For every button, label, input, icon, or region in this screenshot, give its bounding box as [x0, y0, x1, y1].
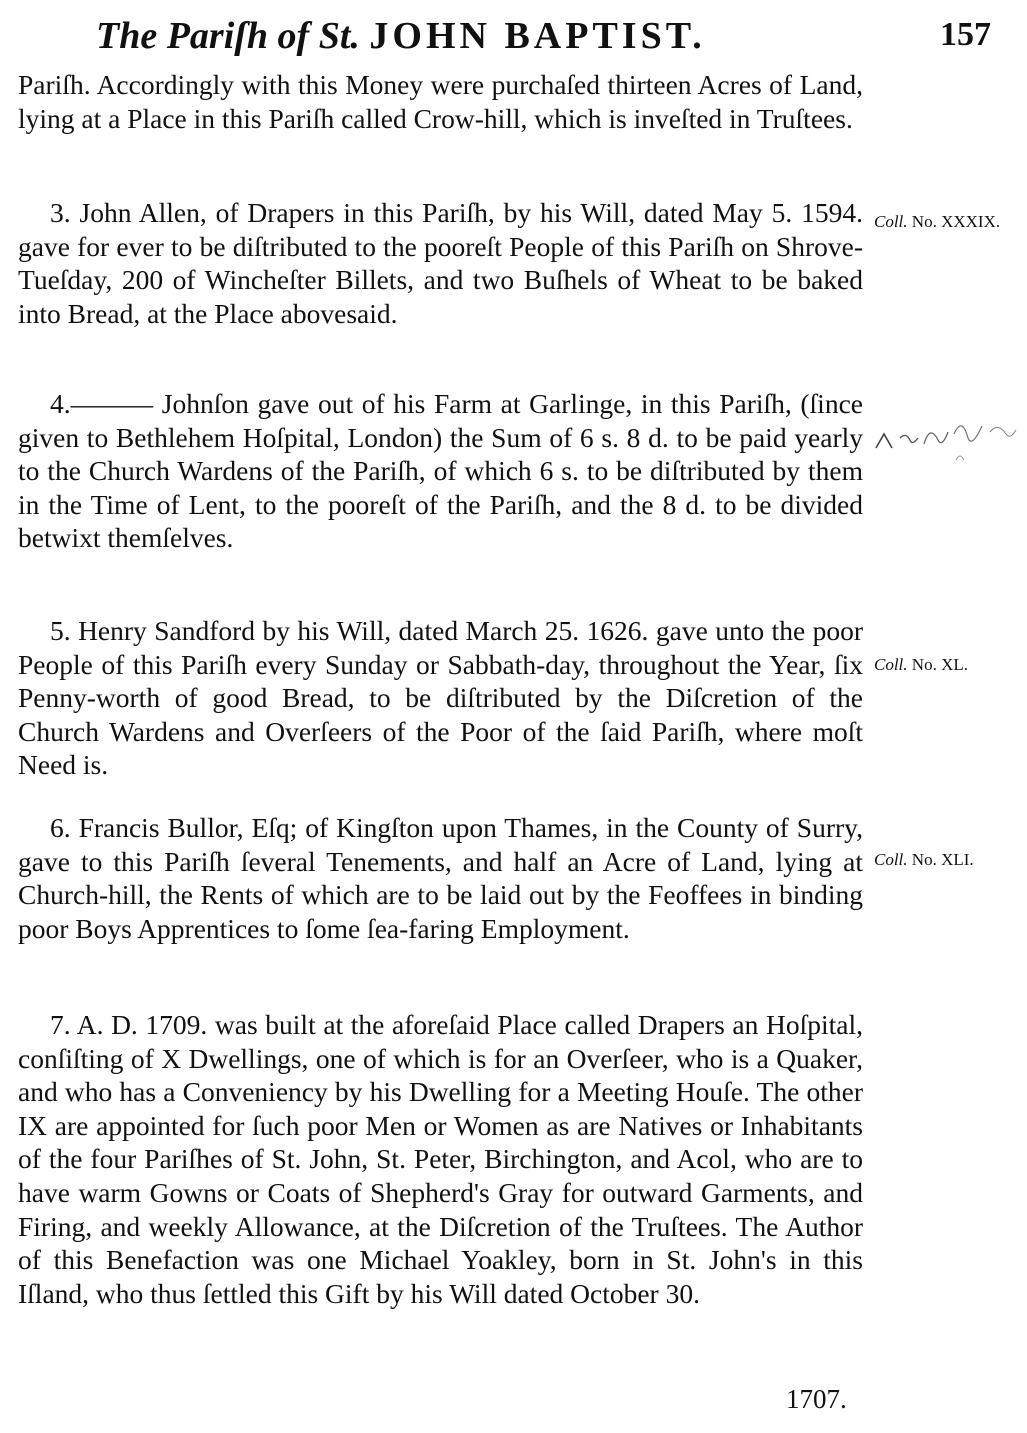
page-number: 157 [940, 16, 991, 53]
paragraph-1 [18, 68, 863, 135]
margin-note-1-abbrev: Coll. [874, 212, 908, 231]
running-head [96, 14, 706, 58]
handwritten-annotation [872, 404, 1022, 464]
paragraph-2-text: 3. John Allen, of Drapers in this Pariſh, by his Will, dated May 5. 1594. gave for ever to be diſtributed to the pooreſt People of this Pariſh on Shrove-Tueſday, 200 of Wincheſter Billets, and two Buſhels of Wheat to be baked into Bread, at the Place abovesaid. [18, 197, 863, 329]
margin-note-1 [874, 212, 1000, 232]
margin-note-2-abbrev: Coll. [874, 655, 908, 674]
catchword: 1707. [786, 1384, 847, 1414]
paragraph-6-text: 7. A. D. 1709. was built at the aforeſaid Place called Drapers an Hoſpital, conſiſting of X Dwellings, one of which is for an Overſeer, who is a Quaker, and who has a Conveniency by his Dwelling for a Meeting Houſe. The other IX are appointed for ſuch poor Men or Women as are Natives or Inhabitants of the four Pariſhes of St. John, St. Peter, Birchington, and Acol, who are to have warm Gowns or Coats of Shepherd's Gray for outward Garments, and Firing, and weekly Allowance, at the Diſcretion of the Truſtees. The Author of this Benefaction was one Michael Yoakley, born in St. John's in this Iſland, who thus ſettled this Gift by his Will dated October 30. [18, 1009, 863, 1309]
paragraph-4-text: 5. Henry Sandford by his Will, dated March 25. 1626. gave unto the poor People of this Pariſh every Sunday or Sabbath-day, throughout the Year, ſix Penny-worth of good Bread, to be diſtributed by the Diſcretion of the Church Wardens and Overſeers of the Poor of the ſaid Pariſh, where moſt Need is. [18, 615, 863, 781]
page-header [0, 10, 1027, 66]
margin-note-3 [874, 850, 974, 870]
paragraph-2 [18, 196, 863, 330]
margin-note-3-abbrev: Coll. [874, 850, 908, 869]
running-head-caps: JOHN BAPTIST. [369, 15, 706, 57]
margin-note-2 [874, 655, 968, 675]
handwritten-scribble-icon [872, 404, 1022, 464]
margin-note-3-number: No. XLI. [911, 850, 974, 869]
paragraph-5 [18, 811, 863, 945]
paragraph-3-text: 4.——— Johnſon gave out of his Farm at Garlinge, in this Pariſh, (ſince given to Bethlehem Hoſpital, London) the Sum of 6 s. 8 d. to be paid yearly to the Church Wardens of the Pariſh, of which 6 s. to be diſtributed by them in the Time of Lent, to the pooreſt of the Pariſh, and the 8 d. to be divided betwixt themſelves. [18, 388, 863, 554]
paragraph-4 [18, 614, 863, 782]
paragraph-1-text: Pariſh. Accordingly with this Money were purchaſed thirteen Acres of Land, lying at a Place in this Pariſh called Crow-hill, which is inveſted in Truſtees. [18, 69, 863, 134]
running-head-italic: The Pariſh of St. [96, 15, 360, 57]
margin-note-2-number: No. XL. [911, 655, 968, 674]
paragraph-3 [18, 387, 863, 555]
paragraph-5-text: 6. Francis Bullor, Eſq; of Kingſton upon Thames, in the County of Surry, gave to this Pariſh ſeveral Tenements, and half an Acre of Land, lying at Church-hill, the Rents of which are to be laid out by the Feoffees in binding poor Boys Apprentices to ſome ſea-faring Employment. [18, 812, 863, 944]
margin-note-1-number: No. XXXIX. [911, 212, 1001, 231]
paragraph-6 [18, 1008, 863, 1310]
